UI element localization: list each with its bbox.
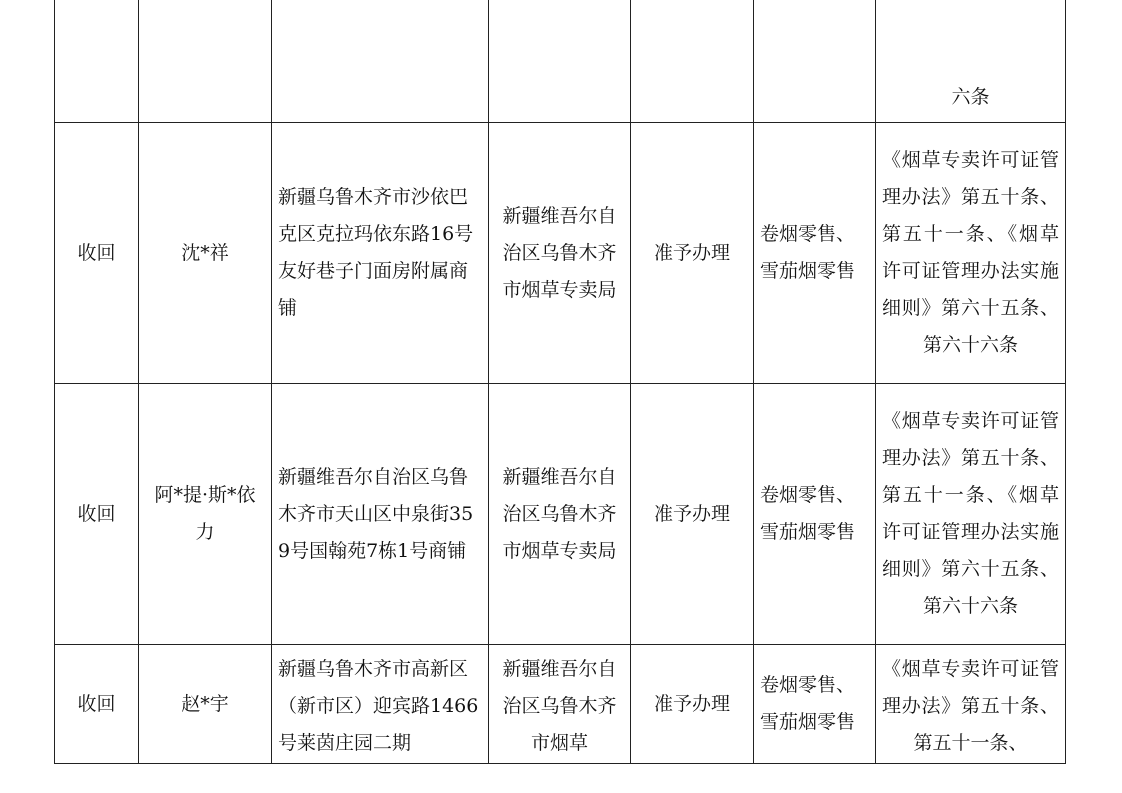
cell-scope: 卷烟零售、雪茄烟零售 [754, 384, 876, 645]
cell-scope: 卷烟零售、雪茄烟零售 [754, 123, 876, 384]
table-row [55, 123, 1066, 384]
basis-text: 《烟草专卖许可证管理办法》第五十条、第五十一条、《烟草许可证管理办法实施细则》第六十五条、第六十六条 [882, 149, 1059, 356]
cell-scope [754, 0, 876, 123]
cell-address: 新疆乌鲁木齐市高新区（新市区）迎宾路1466号莱茵庄园二期 [272, 645, 489, 764]
cell-authority [489, 0, 631, 123]
table-row [55, 0, 1066, 123]
basis-text: 六条 [951, 86, 990, 108]
cell-decision: 准予办理 [631, 645, 754, 764]
basis-text: 《烟草专卖许可证管理办法》第五十条、第五十一条、《烟草许可证管理办法实施细则》第六十五条、第六十六条 [882, 410, 1059, 617]
cell-type: 收回 [55, 645, 139, 764]
cell-decision: 准予办理 [631, 384, 754, 645]
cell-authority: 新疆维吾尔自治区乌鲁木齐市烟草专卖局 [489, 384, 631, 645]
cell-decision: 准予办理 [631, 123, 754, 384]
cell-scope: 卷烟零售、雪茄烟零售 [754, 645, 876, 764]
cell-address: 新疆乌鲁木齐市沙依巴克区克拉玛依东路16号友好巷子门面房附属商铺 [272, 123, 489, 384]
basis-text: 《烟草专卖许可证管理办法》第五十条、第五十一条、 [882, 658, 1059, 754]
license-table [54, 0, 1066, 764]
cell-type: 收回 [55, 384, 139, 645]
cell-basis [876, 645, 1066, 764]
table-row [55, 384, 1066, 645]
table-row [55, 645, 1066, 764]
cell-name [139, 0, 272, 123]
cell-type [55, 0, 139, 123]
cell-type: 收回 [55, 123, 139, 384]
cell-name: 沈*祥 [139, 123, 272, 384]
cell-basis [876, 384, 1066, 645]
cell-address: 新疆维吾尔自治区乌鲁木齐市天山区中泉街359号国翰苑7栋1号商铺 [272, 384, 489, 645]
cell-authority: 新疆维吾尔自治区乌鲁木齐市烟草 [489, 645, 631, 764]
cell-name: 赵*宇 [139, 645, 272, 764]
cell-decision [631, 0, 754, 123]
cell-basis [876, 123, 1066, 384]
cell-name: 阿*提·斯*依力 [139, 384, 272, 645]
cell-authority: 新疆维吾尔自治区乌鲁木齐市烟草专卖局 [489, 123, 631, 384]
cell-address [272, 0, 489, 123]
cell-basis [876, 0, 1066, 123]
